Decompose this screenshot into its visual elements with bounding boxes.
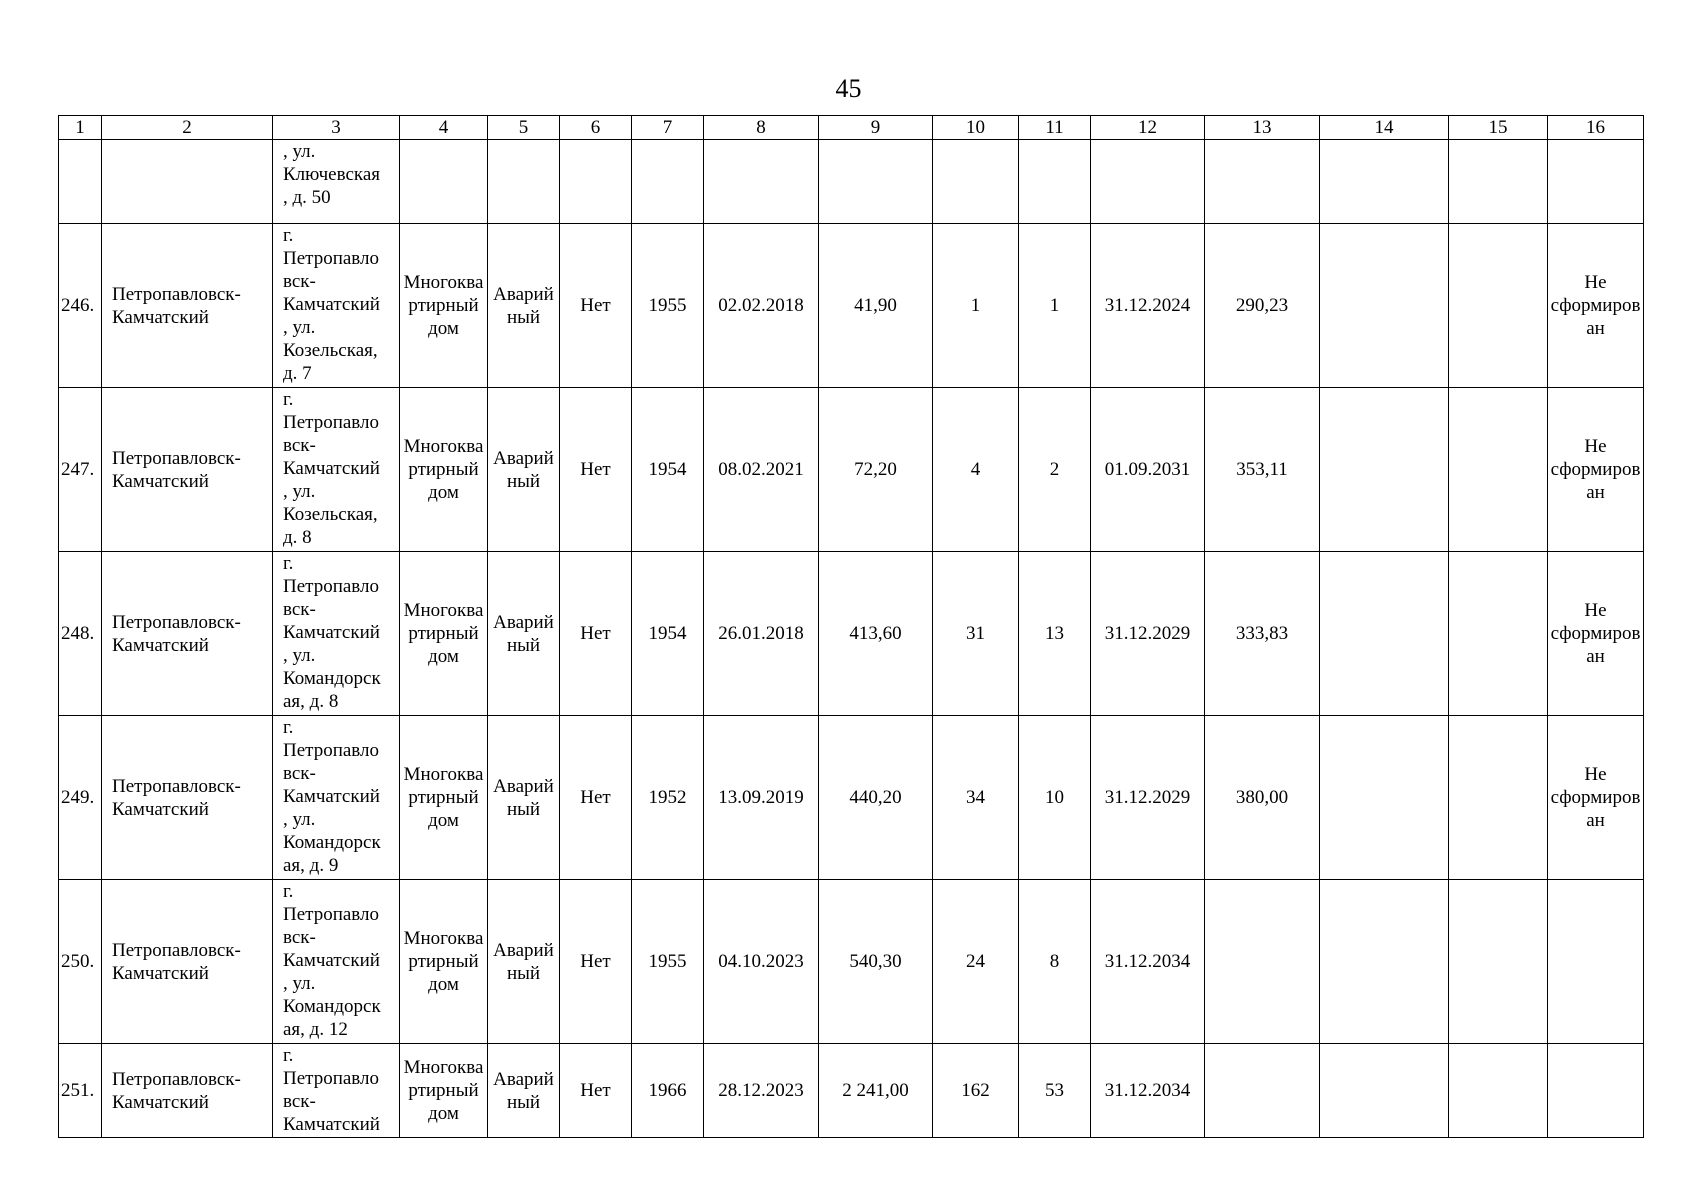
- col15-cell: [1449, 716, 1548, 880]
- column-header-8: 8: [704, 116, 819, 140]
- col6-cell: Нет: [560, 716, 632, 880]
- municipality-cell: Петропавловск- Камчатский: [102, 716, 273, 880]
- column-header-5: 5: [488, 116, 560, 140]
- status-cell: Аварий ный: [488, 224, 560, 388]
- housing-registry-table: [58, 115, 1644, 1138]
- address-line: , ул.: [283, 973, 316, 994]
- table-row: [59, 716, 1644, 880]
- address-cell: [273, 1044, 400, 1138]
- address-line: ая, д. 9: [283, 855, 339, 876]
- row-number-cell: 246.: [59, 224, 102, 388]
- municipality-cell: Петропавловск- Камчатский: [102, 552, 273, 716]
- year-built-cell: 1954: [632, 388, 704, 552]
- col6-cell: Нет: [560, 224, 632, 388]
- col14-cell: [1320, 552, 1449, 716]
- address-line: вск-: [283, 599, 316, 620]
- row-number-cell: 248.: [59, 552, 102, 716]
- cell-col10: [933, 140, 1019, 224]
- address-cell: [273, 552, 400, 716]
- address-line: Петропавло: [283, 248, 379, 269]
- area-cell: 540,30: [819, 880, 933, 1044]
- address-line: вск-: [283, 271, 316, 292]
- deadline-cell: 31.12.2029: [1091, 716, 1205, 880]
- col11-cell: 10: [1019, 716, 1091, 880]
- area-cell: 41,90: [819, 224, 933, 388]
- address-line: , ул.: [283, 645, 316, 666]
- address-line: Камчатский: [283, 458, 380, 479]
- cell-col9: [819, 140, 933, 224]
- recognition-date-cell: 28.12.2023: [704, 1044, 819, 1138]
- recognition-date-cell: 02.02.2018: [704, 224, 819, 388]
- col16-cell: Не сформиров ан: [1548, 388, 1644, 552]
- column-header-9: 9: [819, 116, 933, 140]
- cell-col8: [704, 140, 819, 224]
- col10-cell: 1: [933, 224, 1019, 388]
- column-header-16: 16: [1548, 116, 1644, 140]
- col6-cell: Нет: [560, 552, 632, 716]
- col11-cell: 13: [1019, 552, 1091, 716]
- column-header-10: 10: [933, 116, 1019, 140]
- deadline-cell: 01.09.2031: [1091, 388, 1205, 552]
- col16-cell: [1548, 880, 1644, 1044]
- cell-col12: [1091, 140, 1205, 224]
- table-row: [59, 224, 1644, 388]
- col10-cell: 34: [933, 716, 1019, 880]
- municipality-cell: Петропавловск- Камчатский: [102, 224, 273, 388]
- table-row: [59, 880, 1644, 1044]
- cell-col6: [560, 140, 632, 224]
- col14-cell: [1320, 1044, 1449, 1138]
- municipality-cell: Петропавловск- Камчатский: [102, 1044, 273, 1138]
- recognition-date-cell: 13.09.2019: [704, 716, 819, 880]
- col10-cell: 31: [933, 552, 1019, 716]
- col16-cell: Не сформиров ан: [1548, 552, 1644, 716]
- col14-cell: [1320, 880, 1449, 1044]
- cell-col2: [102, 140, 273, 224]
- col16-cell: Не сформиров ан: [1548, 224, 1644, 388]
- address-line: , ул.: [283, 317, 316, 338]
- address-cell: [273, 880, 400, 1044]
- address-line: Командорск: [283, 832, 381, 853]
- recognition-date-cell: 04.10.2023: [704, 880, 819, 1044]
- col13-cell: [1205, 1044, 1320, 1138]
- table-row: [59, 388, 1644, 552]
- col6-cell: Нет: [560, 880, 632, 1044]
- col11-cell: 2: [1019, 388, 1091, 552]
- address-line: , ул.: [283, 809, 316, 830]
- col6-cell: Нет: [560, 388, 632, 552]
- column-header-6: 6: [560, 116, 632, 140]
- deadline-cell: 31.12.2029: [1091, 552, 1205, 716]
- address-line: вск-: [283, 763, 316, 784]
- address-cell: [273, 716, 400, 880]
- building-type-cell: Многоква ртирный дом: [400, 224, 488, 388]
- building-type-cell: Многоква ртирный дом: [400, 716, 488, 880]
- col10-cell: 24: [933, 880, 1019, 1044]
- building-type-cell: Многоква ртирный дом: [400, 880, 488, 1044]
- municipality-cell: Петропавловск- Камчатский: [102, 388, 273, 552]
- col14-cell: [1320, 224, 1449, 388]
- column-header-3: 3: [273, 116, 400, 140]
- address-cell: [273, 140, 400, 224]
- column-header-13: 13: [1205, 116, 1320, 140]
- column-header-11: 11: [1019, 116, 1091, 140]
- col15-cell: [1449, 552, 1548, 716]
- col15-cell: [1449, 1044, 1548, 1138]
- address-line: Козельская,: [283, 504, 378, 525]
- cell-col5: [488, 140, 560, 224]
- col16-cell: [1548, 1044, 1644, 1138]
- cell-col16: [1548, 140, 1644, 224]
- cell-col4: [400, 140, 488, 224]
- status-cell: Аварий ный: [488, 388, 560, 552]
- address-cell: [273, 388, 400, 552]
- col13-cell: [1205, 880, 1320, 1044]
- col13-cell: 353,11: [1205, 388, 1320, 552]
- address-line: , ул.: [283, 481, 316, 502]
- address-line: , ул.: [283, 141, 316, 162]
- address-line: ая, д. 12: [283, 1019, 348, 1040]
- municipality-cell: Петропавловск- Камчатский: [102, 880, 273, 1044]
- col11-cell: 8: [1019, 880, 1091, 1044]
- year-built-cell: 1952: [632, 716, 704, 880]
- column-header-2: 2: [102, 116, 273, 140]
- address-line: Камчатский: [283, 950, 380, 971]
- cell-col7: [632, 140, 704, 224]
- status-cell: Аварий ный: [488, 552, 560, 716]
- table-row: [59, 552, 1644, 716]
- address-cell: [273, 224, 400, 388]
- deadline-cell: 31.12.2034: [1091, 1044, 1205, 1138]
- address-line: Петропавло: [283, 740, 379, 761]
- row-number-cell: 250.: [59, 880, 102, 1044]
- address-line: Козельская,: [283, 340, 378, 361]
- address-line: Командорск: [283, 996, 381, 1017]
- column-number-row: [59, 116, 1644, 140]
- col15-cell: [1449, 388, 1548, 552]
- address-line: Петропавло: [283, 576, 379, 597]
- address-line: Петропавло: [283, 904, 379, 925]
- page-number: 45: [835, 74, 862, 103]
- col14-cell: [1320, 716, 1449, 880]
- col6-cell: Нет: [560, 1044, 632, 1138]
- cell-col14: [1320, 140, 1449, 224]
- address-line: Петропавло: [283, 412, 379, 433]
- address-line: Камчатский: [283, 294, 380, 315]
- row-number-cell: 249.: [59, 716, 102, 880]
- deadline-cell: 31.12.2024: [1091, 224, 1205, 388]
- col10-cell: 162: [933, 1044, 1019, 1138]
- area-cell: 413,60: [819, 552, 933, 716]
- area-cell: 2 241,00: [819, 1044, 933, 1138]
- deadline-cell: 31.12.2034: [1091, 880, 1205, 1044]
- year-built-cell: 1966: [632, 1044, 704, 1138]
- col14-cell: [1320, 388, 1449, 552]
- cell-col11: [1019, 140, 1091, 224]
- address-line: д. 8: [283, 527, 312, 548]
- column-header-7: 7: [632, 116, 704, 140]
- address-line: вск-: [283, 435, 316, 456]
- row-number-cell: 247.: [59, 388, 102, 552]
- column-header-14: 14: [1320, 116, 1449, 140]
- address-line: г.: [283, 717, 294, 738]
- year-built-cell: 1955: [632, 224, 704, 388]
- address-line: г.: [283, 1045, 294, 1066]
- area-cell: 72,20: [819, 388, 933, 552]
- address-line: ая, д. 8: [283, 691, 339, 712]
- address-line: Камчатский: [283, 1114, 380, 1135]
- status-cell: Аварий ный: [488, 716, 560, 880]
- address-line: Камчатский: [283, 786, 380, 807]
- address-line: вск-: [283, 1091, 316, 1112]
- address-line: г.: [283, 553, 294, 574]
- col16-cell: Не сформиров ан: [1548, 716, 1644, 880]
- col15-cell: [1449, 224, 1548, 388]
- column-header-4: 4: [400, 116, 488, 140]
- col15-cell: [1449, 880, 1548, 1044]
- column-header-15: 15: [1449, 116, 1548, 140]
- col13-cell: 333,83: [1205, 552, 1320, 716]
- building-type-cell: Многоква ртирный дом: [400, 552, 488, 716]
- address-line: д. 7: [283, 363, 312, 384]
- address-line: Камчатский: [283, 622, 380, 643]
- year-built-cell: 1954: [632, 552, 704, 716]
- address-line: г.: [283, 881, 294, 902]
- cell-col13: [1205, 140, 1320, 224]
- col11-cell: 53: [1019, 1044, 1091, 1138]
- recognition-date-cell: 08.02.2021: [704, 388, 819, 552]
- building-type-cell: Многоква ртирный дом: [400, 388, 488, 552]
- continuation-row: [59, 140, 1644, 224]
- status-cell: Аварий ный: [488, 880, 560, 1044]
- address-line: , д. 50: [283, 187, 331, 208]
- address-line: г.: [283, 389, 294, 410]
- year-built-cell: 1955: [632, 880, 704, 1044]
- address-line: Петропавло: [283, 1068, 379, 1089]
- building-type-cell: Многоква ртирный дом: [400, 1044, 488, 1138]
- row-number-cell: 251.: [59, 1044, 102, 1138]
- col11-cell: 1: [1019, 224, 1091, 388]
- column-header-12: 12: [1091, 116, 1205, 140]
- col13-cell: 380,00: [1205, 716, 1320, 880]
- address-line: Ключевская: [283, 164, 381, 185]
- cell-col15: [1449, 140, 1548, 224]
- status-cell: Аварий ный: [488, 1044, 560, 1138]
- address-line: Командорск: [283, 668, 381, 689]
- address-line: вск-: [283, 927, 316, 948]
- area-cell: 440,20: [819, 716, 933, 880]
- column-header-1: 1: [59, 116, 102, 140]
- col13-cell: 290,23: [1205, 224, 1320, 388]
- address-line: г.: [283, 225, 294, 246]
- cell-col1: [59, 140, 102, 224]
- recognition-date-cell: 26.01.2018: [704, 552, 819, 716]
- col10-cell: 4: [933, 388, 1019, 552]
- table-row: [59, 1044, 1644, 1138]
